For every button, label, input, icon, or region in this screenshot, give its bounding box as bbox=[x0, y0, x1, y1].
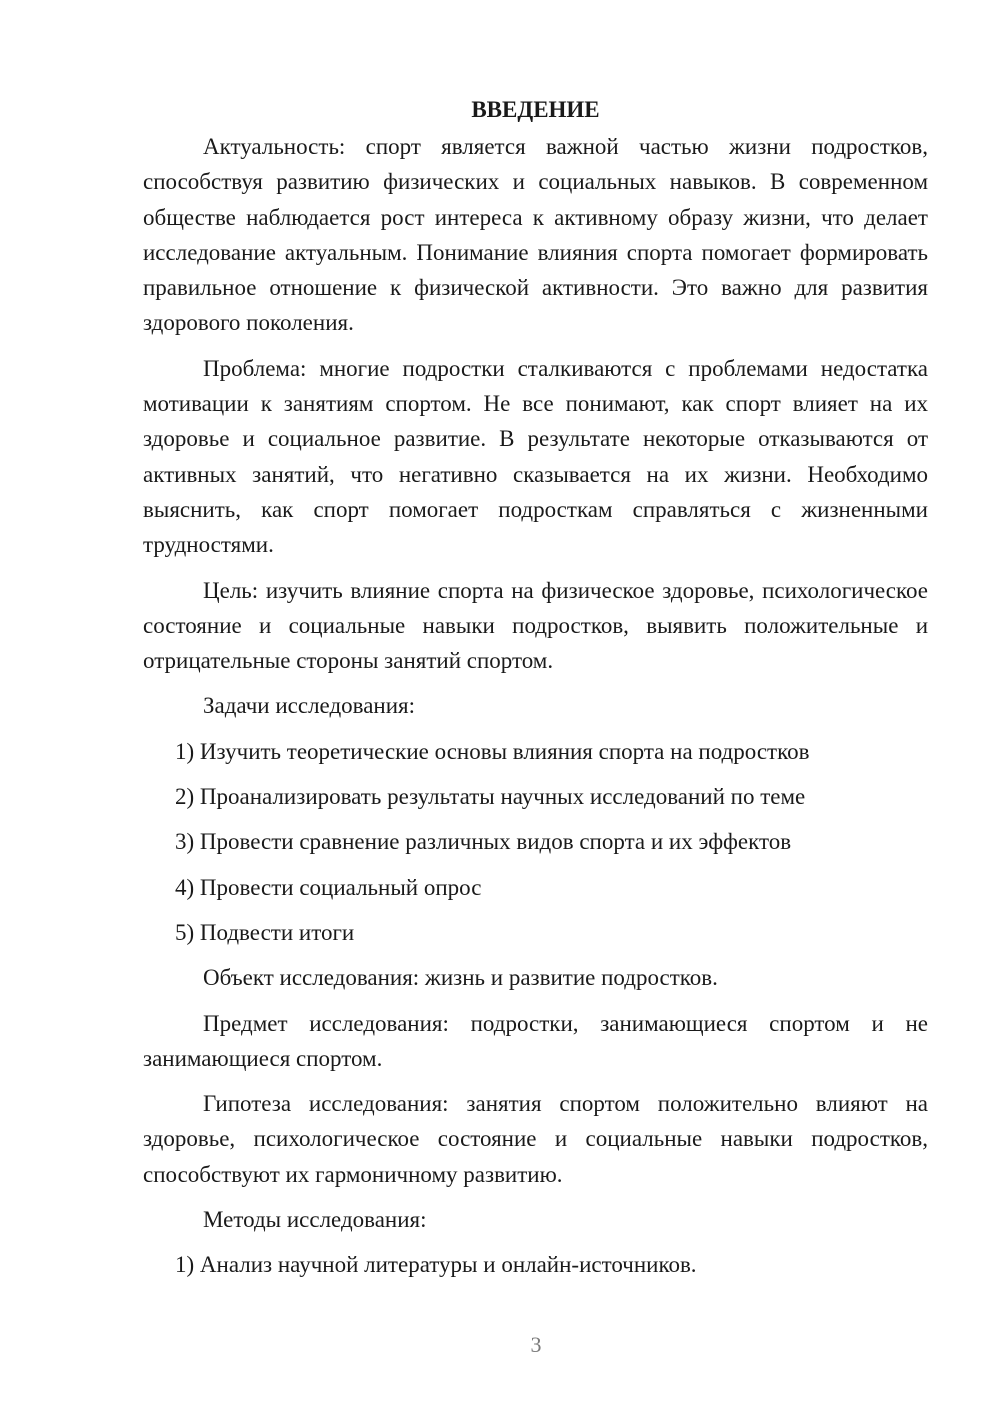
section-title: ВВЕДЕНИЕ bbox=[471, 97, 600, 122]
relevance-paragraph: Актуальность: спорт является важной частью жизни подростков, способствуя развитию физических и социальных навыков. В современном обществе наблюдается рост интереса к активному образу жизни, что делает исследование актуальным. Понимание влияния спорта помогает формировать правильное отношение к физической активности. Это важно для развития здорового поколения. bbox=[143, 134, 928, 336]
page-content bbox=[143, 92, 928, 1293]
tasks-heading: Задачи исследования: bbox=[203, 693, 416, 719]
task-item: 3) Провести сравнение различных видов спорта и их эффектов bbox=[175, 829, 792, 855]
object-paragraph: Объект исследования: жизнь и развитие подростков. bbox=[203, 965, 718, 991]
task-item: 2) Проанализировать результаты научных исследований по теме bbox=[175, 784, 806, 810]
page-number: 3 bbox=[530, 1332, 542, 1357]
methods-heading: Методы исследования: bbox=[203, 1207, 427, 1233]
tasks-list bbox=[143, 734, 928, 950]
subject-paragraph: Предмет исследования: подростки, занимающиеся спортом и не занимающиеся спортом. bbox=[143, 1010, 928, 1071]
task-item: 5) Подвести итоги bbox=[175, 919, 355, 945]
goal-paragraph: Цель: изучить влияние спорта на физическое здоровье, психологическое состояние и социальные навыки подростков, выявить положительные и отрицательные стороны занятий спортом. bbox=[143, 577, 928, 674]
methods-list bbox=[143, 1247, 928, 1282]
hypothesis-paragraph: Гипотеза исследования: занятия спортом положительно влияют на здоровье, психологическое состояние и социальные навыки подростков, способствуют их гармоничному развитию. bbox=[143, 1091, 928, 1187]
task-item: 1) Изучить теоретические основы влияния спорта на подростков bbox=[175, 738, 810, 764]
method-item: 1) Анализ научной литературы и онлайн-источников. bbox=[175, 1252, 697, 1278]
problem-paragraph: Проблема: многие подростки сталкиваются с проблемами недостатка мотивации к занятиям спортом. Не все понимают, как спорт влияет на их здоровье и социальное развитие. В результате некоторые отказываются от активных занятий, что негативно сказывается на их жизни. Необходимо выяснить, как спорт помогает подросткам справляться с жизненными трудностями. bbox=[143, 355, 928, 558]
task-item: 4) Провести социальный опрос bbox=[175, 874, 482, 900]
